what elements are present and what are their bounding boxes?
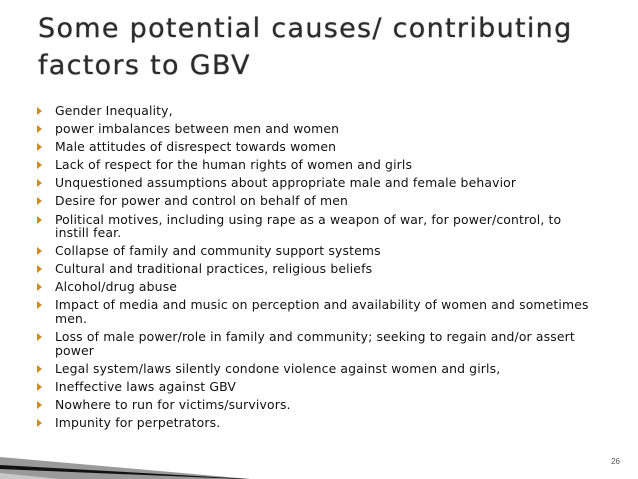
right-triangle-bullet-icon xyxy=(37,333,42,341)
page-number: 26 xyxy=(611,457,620,466)
right-triangle-bullet-icon xyxy=(37,216,42,224)
bullet-item xyxy=(36,176,596,190)
slide-title: Some potential causes/ contributing factors to GBV xyxy=(38,13,573,81)
bullet-text: Unquestioned assumptions about appropriate male and female behavior xyxy=(55,175,517,191)
bullet-text: Nowhere to run for victims/survivors. xyxy=(55,396,291,412)
right-triangle-bullet-icon xyxy=(37,283,42,291)
bullet-text: Desire for power and control on behalf of men xyxy=(55,193,349,209)
right-triangle-bullet-icon xyxy=(37,143,42,151)
bullet-text: Alcohol/drug abuse xyxy=(55,279,178,295)
bullet-item xyxy=(36,213,596,240)
bullet-text: power imbalances between men and women xyxy=(55,121,340,137)
right-triangle-bullet-icon xyxy=(37,383,42,391)
right-triangle-bullet-icon xyxy=(37,401,42,409)
right-triangle-bullet-icon xyxy=(37,265,42,273)
bullet-list xyxy=(36,104,596,434)
bullet-item xyxy=(36,262,596,276)
bullet-item xyxy=(36,104,596,118)
bullet-item xyxy=(36,330,596,357)
bullet-text: Impunity for perpetrators. xyxy=(55,414,221,430)
bullet-text: Collapse of family and community support systems xyxy=(55,243,381,259)
right-triangle-bullet-icon xyxy=(37,125,42,133)
right-triangle-bullet-icon xyxy=(37,365,42,373)
right-triangle-bullet-icon xyxy=(37,301,42,309)
bullet-item xyxy=(36,158,596,172)
right-triangle-bullet-icon xyxy=(37,419,42,427)
bullet-item xyxy=(36,280,596,294)
right-triangle-bullet-icon xyxy=(37,161,42,169)
bullet-text: Legal system/laws silently condone violence against women and girls, xyxy=(55,360,501,376)
footer-decoration xyxy=(0,429,638,479)
bullet-item xyxy=(36,362,596,376)
bullet-text: Gender Inequality, xyxy=(55,103,173,118)
bullet-text: Political motives, including using rape as a weapon of war, for power/control, to instill fear. xyxy=(55,211,562,241)
bullet-item xyxy=(36,122,596,136)
bullet-item xyxy=(36,140,596,154)
right-triangle-bullet-icon xyxy=(37,197,42,205)
right-triangle-bullet-icon xyxy=(37,179,42,187)
bullet-text: Cultural and traditional practices, religious beliefs xyxy=(55,261,373,277)
bullet-text: Ineffective laws against GBV xyxy=(55,378,237,394)
right-triangle-bullet-icon xyxy=(37,107,42,115)
bullet-item xyxy=(36,298,596,325)
bullet-item xyxy=(36,194,596,208)
bullet-text: Loss of male power/role in family and community; seeking to regain and/or assert power xyxy=(55,329,575,358)
bullet-item xyxy=(36,380,596,394)
bullet-text: Lack of respect for the human rights of women and girls xyxy=(55,157,413,173)
bullet-text: Impact of media and music on perception and availability of women and sometimes men. xyxy=(55,297,589,326)
bullet-text: Male attitudes of disrespect towards women xyxy=(55,139,337,155)
bullet-item xyxy=(36,244,596,258)
bullet-item xyxy=(36,398,596,412)
bullet-item xyxy=(36,416,596,430)
right-triangle-bullet-icon xyxy=(37,247,42,255)
